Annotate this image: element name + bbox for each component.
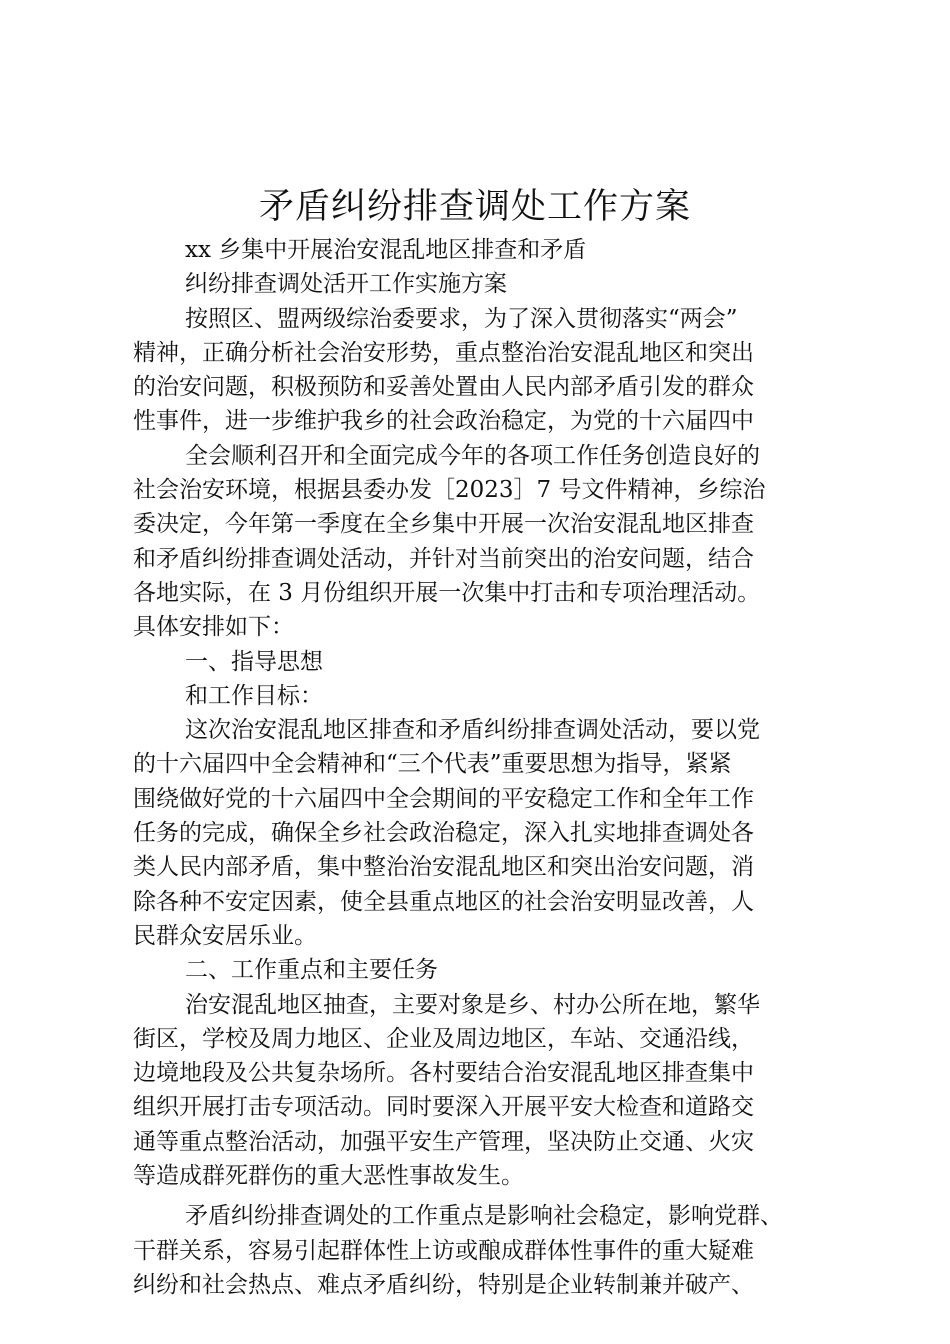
- text-line: 性事件，进一步维护我乡的社会政治稳定，为党的十六届四中: [133, 408, 754, 435]
- text-line: 各地实际，在 3 月份组织开展一次集中打击和专项治理活动。: [133, 579, 761, 606]
- text-line: 纠纷和社会热点、难点矛盾纠纷，特别是企业转制兼并破产、: [133, 1271, 754, 1298]
- text-line: 按照区、盟两级综治委要求，为了深入贯彻落实“两会”: [185, 305, 738, 332]
- text-line: 二、工作重点和主要任务: [185, 957, 438, 984]
- text-line: 通等重点整治活动，加强平安生产管理，坚决防止交通、火灾: [133, 1128, 754, 1155]
- text-line: 类人民内部矛盾，集中整治治安混乱地区和突出治安问题，消: [133, 854, 754, 881]
- text-line: 的十六届四中全会精神和“三个代表”重要思想为指导，紧紧: [133, 751, 732, 778]
- text-line: 组织开展打击专项活动。同时要深入开展平安大检查和道路交: [133, 1094, 754, 1121]
- text-line: 一、指导思想: [185, 648, 323, 675]
- text-line: 和矛盾纠纷排查调处活动，并针对当前突出的治安问题，结合: [133, 545, 754, 572]
- text-line: xx 乡集中开展治安混乱地区排查和矛盾: [185, 237, 587, 263]
- text-line: 街区，学校及周力地区、企业及周边地区，车站、交通沿线，: [133, 1025, 754, 1052]
- text-line: 社会治安环境，根据县委办发［2023］7 号文件精神，乡综治: [133, 477, 766, 504]
- text-line: 围绕做好党的十六届四中全会期间的平安稳定工作和全年工作: [133, 785, 754, 812]
- text-line: 具体安排如下：: [133, 614, 294, 641]
- text-line: 和工作目标：: [185, 682, 323, 709]
- text-line: 这次治安混乱地区排查和矛盾纠纷排查调处活动，要以党: [185, 717, 760, 744]
- text-line: 边境地段及公共复杂场所。各村要结合治安混乱地区排查集中: [133, 1060, 754, 1087]
- text-line: 治安混乱地区抽查，主要对象是乡、村办公所在地，繁华: [185, 991, 760, 1018]
- text-line: 全会顺利召开和全面完成今年的各项工作任务创造良好的: [185, 442, 760, 469]
- document-title: 矛盾纠纷排查调处工作方案: [258, 187, 691, 227]
- text-line: 民群众安居乐业。: [133, 922, 317, 949]
- text-line: 干群关系，容易引起群体性上访或酿成群体性事件的重大疑难: [133, 1237, 754, 1264]
- text-line: 精神，正确分析社会治安形势，重点整治治安混乱地区和突出: [133, 339, 754, 366]
- text-line: 纠纷排查调处活开工作实施方案: [185, 271, 507, 298]
- text-line: 矛盾纠纷排查调处的工作重点是影响社会稳定，影响党群、: [185, 1203, 783, 1230]
- text-line: 任务的完成，确保全乡社会政治稳定，深入扎实地排查调处各: [133, 820, 754, 847]
- text-line: 的治安问题，积极预防和妥善处置由人民内部矛盾引发的群众: [133, 374, 754, 401]
- text-line: 委决定，今年第一季度在全乡集中开展一次治安混乱地区排查: [133, 511, 754, 538]
- text-line: 除各种不安定因素，使全县重点地区的社会治安明显改善，人: [133, 888, 754, 915]
- document-body: [133, 233, 823, 1302]
- text-line: 等造成群死群伤的重大恶性事故发生。: [133, 1163, 524, 1190]
